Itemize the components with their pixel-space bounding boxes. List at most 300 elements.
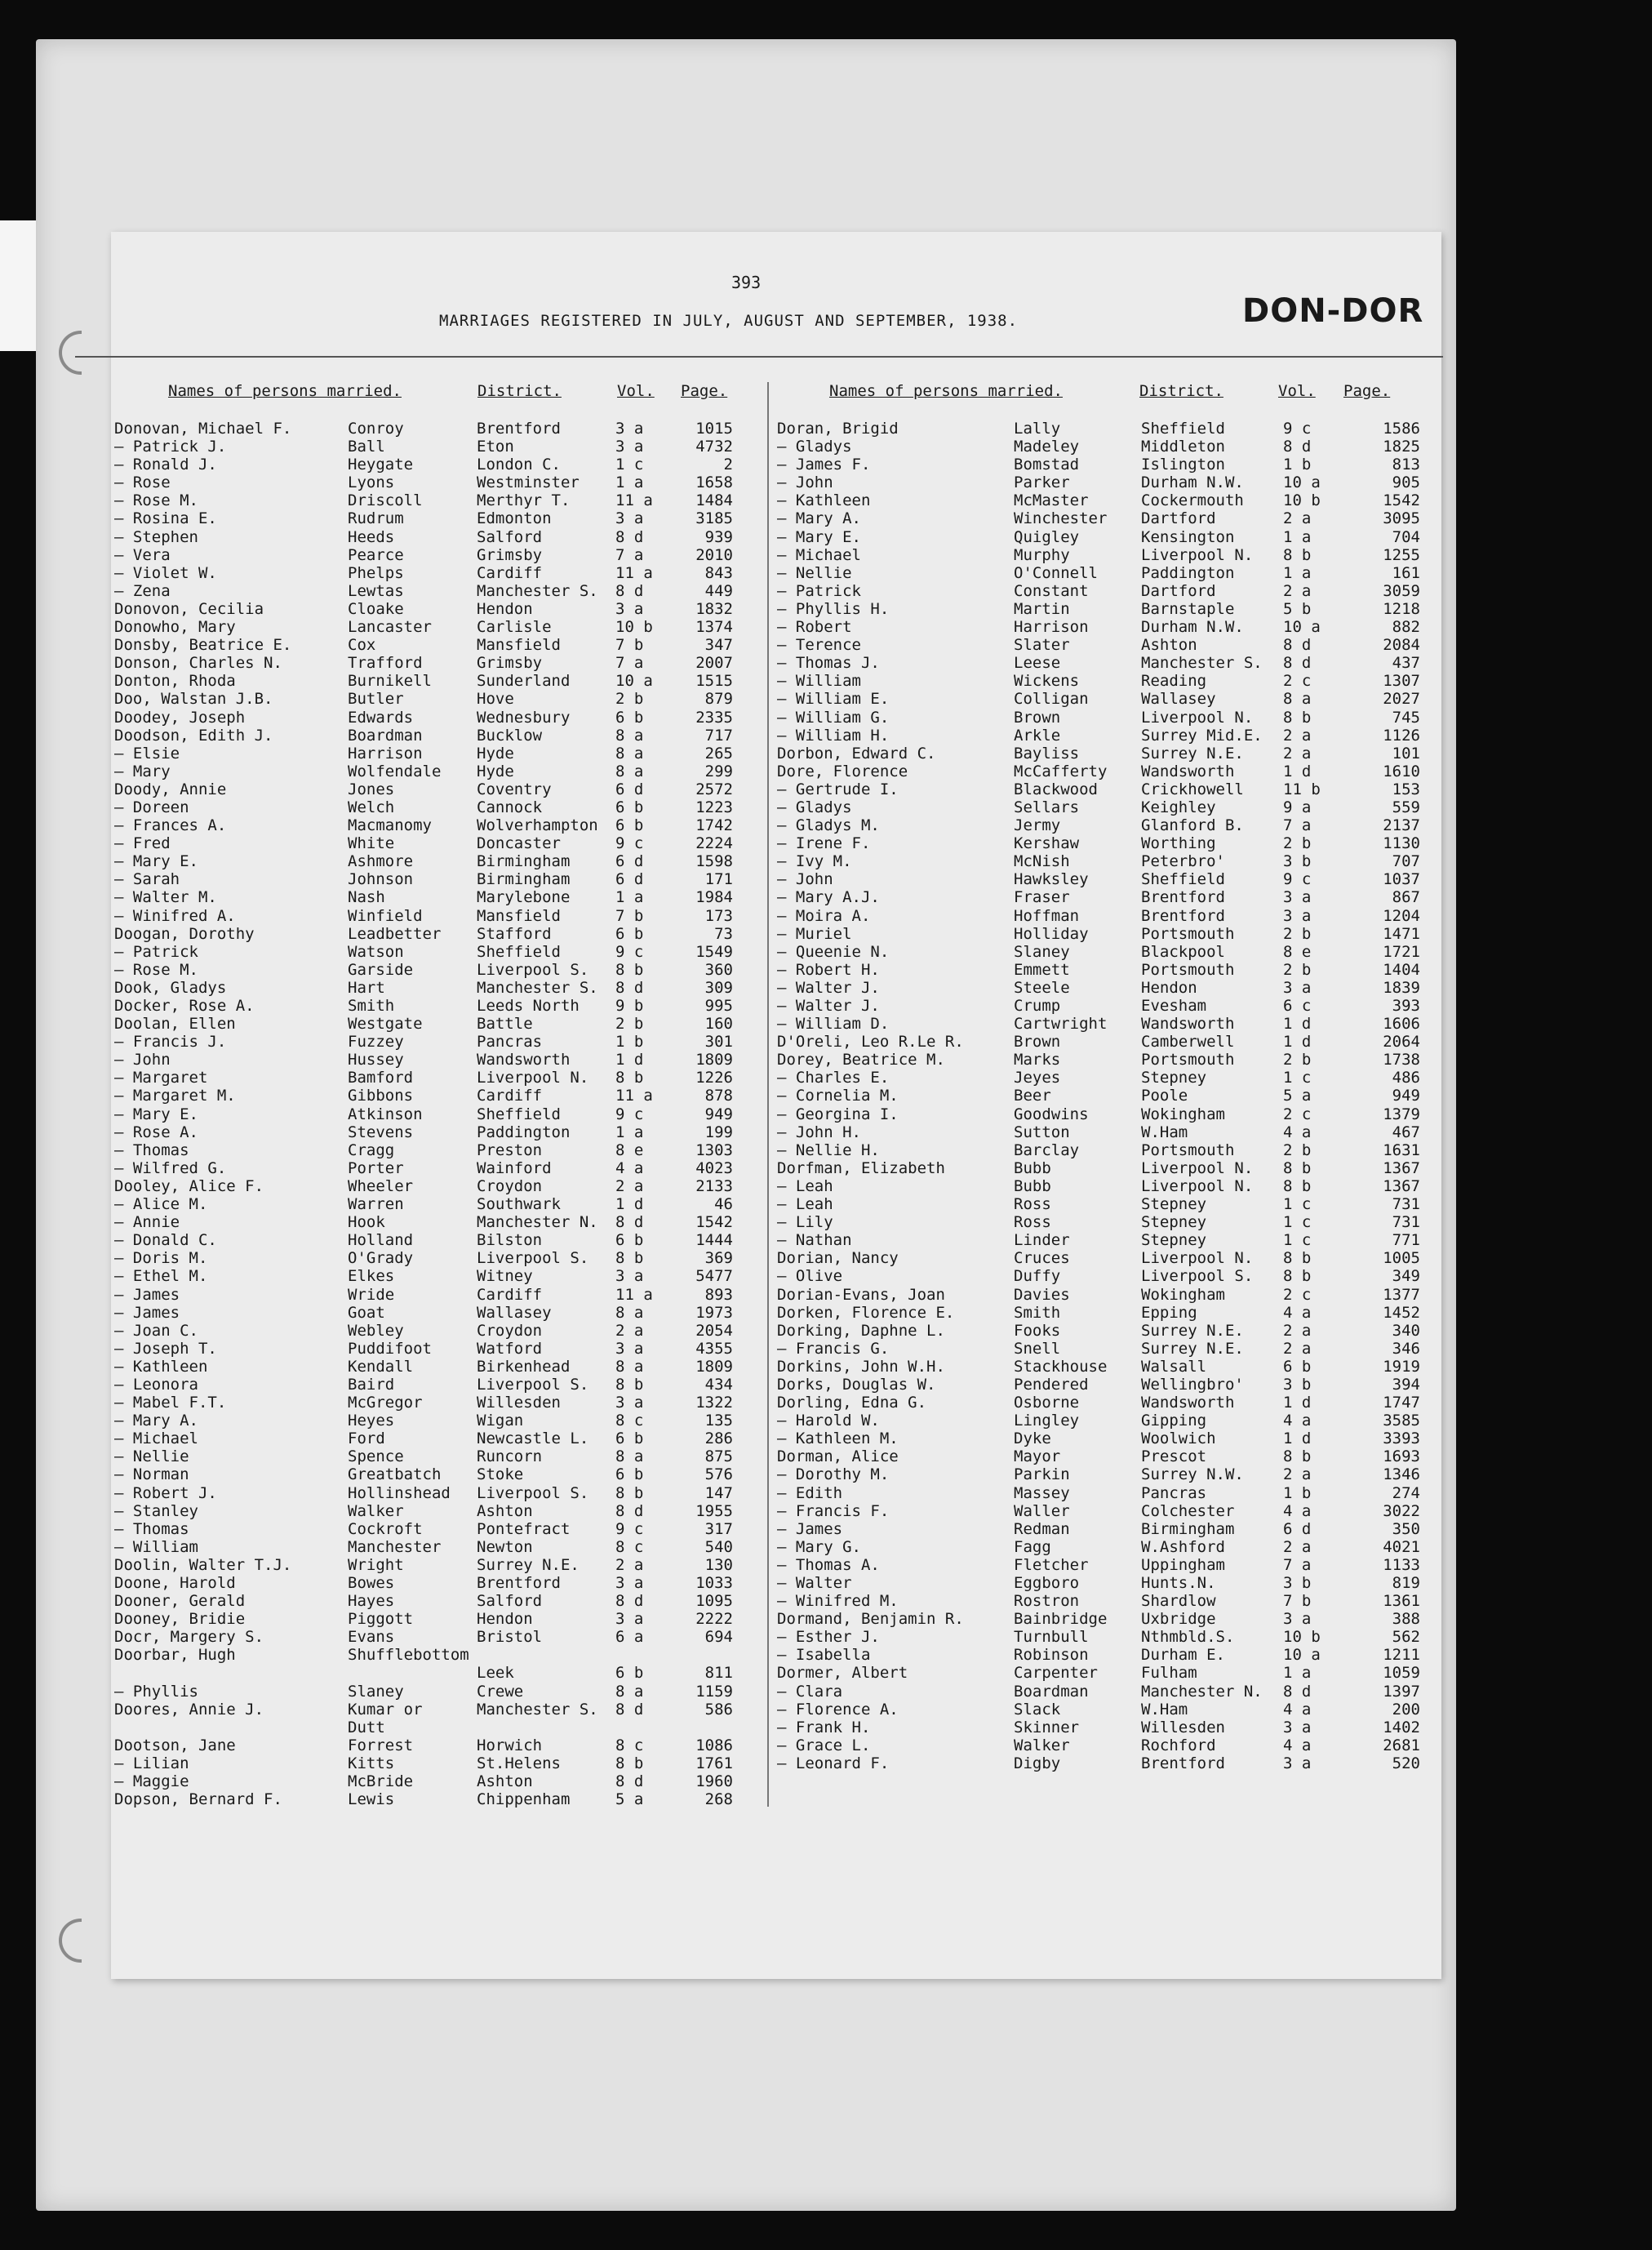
- entry-volume: 1 d: [1283, 762, 1312, 780]
- entry-spouse: Stevens: [348, 1123, 414, 1141]
- entry-district: Cockermouth: [1141, 491, 1244, 510]
- entry-district: Mansfield: [477, 636, 561, 655]
- entry-district: Birmingham: [477, 870, 571, 889]
- entry-volume: 9 c: [1283, 870, 1312, 889]
- entry-spouse: Winchester: [1014, 509, 1108, 528]
- entry-volume: 11 a: [615, 491, 653, 510]
- entry-volume: 3 b: [1283, 852, 1312, 871]
- entry-name: — Robert: [777, 618, 852, 637]
- entry-spouse: Leese: [1014, 654, 1061, 673]
- entry-district: Fulham: [1141, 1664, 1197, 1683]
- col-header-district: District.: [477, 382, 562, 400]
- entry-spouse: Walker: [1014, 1736, 1070, 1754]
- entry-page: 1809: [695, 1357, 733, 1376]
- entry-volume: 2 a: [615, 1176, 644, 1195]
- entry-volume: 1 b: [615, 1033, 644, 1052]
- entry-district: Poole: [1141, 1087, 1188, 1105]
- entry-volume: 3 a: [615, 509, 644, 528]
- entry-spouse: Porter: [348, 1158, 404, 1177]
- entry-name: Dorbon, Edward C.: [777, 744, 936, 763]
- entry-volume: 8 d: [615, 1501, 644, 1520]
- entry-page: 46: [714, 1195, 733, 1214]
- entry-district: Grimsby: [477, 545, 543, 564]
- entry-name: — Rose M.: [114, 491, 198, 510]
- entry-page: 360: [704, 960, 733, 979]
- binding-strip: [0, 220, 36, 351]
- col-header-page: Page.: [1343, 382, 1391, 400]
- entry-name: — Norman: [114, 1465, 189, 1484]
- entry-name: — Leonora: [114, 1375, 198, 1394]
- entry-district: Wallasey: [477, 1303, 552, 1322]
- entry-spouse: Wickens: [1014, 672, 1080, 691]
- entry-page: 346: [1392, 1339, 1420, 1358]
- entry-name: Doodey, Joseph: [114, 708, 246, 727]
- entry-name: — Ronald J.: [114, 456, 217, 474]
- entry-spouse: Ross: [1014, 1213, 1051, 1232]
- entry-district: Edmonton: [477, 509, 552, 528]
- entry-district: Portsmouth: [1141, 1051, 1235, 1069]
- entry-name: — Francis J.: [114, 1033, 227, 1052]
- entry-name: — Thomas J.: [777, 654, 880, 673]
- entry-page: 1059: [1383, 1664, 1420, 1683]
- entry-district: W.Ham: [1141, 1123, 1188, 1141]
- entry-spouse: Pendered: [1014, 1375, 1089, 1394]
- entry-name: — Stanley: [114, 1501, 198, 1520]
- entry-volume: 9 b: [615, 997, 644, 1015]
- entry-page: 1223: [695, 798, 733, 816]
- entry-page: 576: [704, 1465, 733, 1484]
- entry-name: — John H.: [777, 1123, 861, 1141]
- entry-volume: 4 a: [1283, 1303, 1312, 1322]
- entry-spouse: Madeley: [1014, 438, 1080, 456]
- entry-spouse: O'Connell: [1014, 563, 1098, 582]
- entry-volume: 5 a: [1283, 1087, 1312, 1105]
- entry-volume: 1 c: [1283, 1195, 1312, 1214]
- entry-page: 1631: [1383, 1141, 1420, 1159]
- entry-district: Chippenham: [477, 1790, 571, 1809]
- entry-spouse: Stackhouse: [1014, 1357, 1108, 1376]
- entry-name: — Isabella: [777, 1646, 871, 1665]
- scanned-page: [36, 39, 1456, 2211]
- entry-district: Liverpool S.: [477, 960, 589, 979]
- entry-volume: 4 a: [1283, 1123, 1312, 1141]
- entry-name: — Nellie: [777, 563, 852, 582]
- entry-name: — Walter: [777, 1574, 852, 1592]
- entry-spouse: McMaster: [1014, 491, 1089, 510]
- entry-name: — Walter J.: [777, 978, 880, 997]
- entry-page: 3022: [1383, 1501, 1420, 1520]
- entry-name: Dooner, Gerald: [114, 1592, 246, 1611]
- entry-spouse: Evans: [348, 1628, 395, 1647]
- entry-volume: 1 d: [1283, 1033, 1312, 1052]
- entry-district: Croydon: [477, 1176, 543, 1195]
- entry-page: 1133: [1383, 1555, 1420, 1574]
- entry-name: — Clara: [777, 1682, 843, 1701]
- entry-spouse: Wheeler: [348, 1176, 414, 1195]
- entry-name: — Frank H.: [777, 1718, 871, 1736]
- entry-volume: 1 d: [1283, 1394, 1312, 1412]
- entry-page: 369: [704, 1249, 733, 1268]
- entry-spouse: Blackwood: [1014, 780, 1098, 798]
- entry-spouse: Heyes: [348, 1412, 395, 1430]
- entry-name: D'Oreli, Leo R.Le R.: [777, 1033, 964, 1052]
- entry-volume: 8 d: [1283, 438, 1312, 456]
- entry-district: Wainford: [477, 1158, 552, 1177]
- entry-volume: 10 a: [1283, 474, 1321, 492]
- entry-volume: 8 d: [615, 1772, 644, 1791]
- entry-page: 882: [1392, 618, 1420, 637]
- entry-volume: 2 b: [1283, 960, 1312, 979]
- entry-district: Kensington: [1141, 527, 1235, 546]
- entry-name: — Kathleen M.: [777, 1430, 899, 1448]
- entry-volume: 2 a: [615, 1555, 644, 1574]
- entry-page: 1444: [695, 1231, 733, 1250]
- entry-district: Manchester S.: [477, 978, 598, 997]
- entry-spouse: Cockroft: [348, 1519, 423, 1538]
- entry-district: Doncaster: [477, 834, 561, 853]
- entry-spouse: Jeyes: [1014, 1069, 1061, 1087]
- entry-spouse: Brown: [1014, 708, 1061, 727]
- entry-spouse: Lewtas: [348, 581, 404, 600]
- entry-volume: 10 b: [1283, 491, 1321, 510]
- entry-page: 101: [1392, 744, 1420, 763]
- entry-district: Hendon: [477, 1610, 533, 1629]
- entry-page: 1549: [695, 942, 733, 961]
- entry-district: Bucklow: [477, 726, 543, 745]
- entry-district: Stepney: [1141, 1213, 1207, 1232]
- entry-name: — Mary G.: [777, 1537, 861, 1556]
- entry-name: — Leah: [777, 1195, 833, 1214]
- entry-spouse: Martin: [1014, 599, 1070, 618]
- entry-volume: 3 a: [615, 1574, 644, 1592]
- entry-district: Manchester S.: [1141, 654, 1263, 673]
- entry-name: — Maggie: [114, 1772, 189, 1791]
- entry-page: 586: [704, 1700, 733, 1719]
- entry-spouse: Osborne: [1014, 1394, 1080, 1412]
- entry-page: 2084: [1383, 636, 1420, 655]
- entry-name: — Nathan: [777, 1231, 852, 1250]
- entry-spouse: Nash: [348, 888, 385, 907]
- entry-district: Wigan: [477, 1412, 524, 1430]
- entry-name: — James: [777, 1519, 843, 1538]
- entry-district: Wokingham: [1141, 1285, 1225, 1304]
- entry-volume: 6 b: [615, 816, 644, 835]
- entry-spouse: Burnikell: [348, 672, 432, 691]
- entry-page: 394: [1392, 1375, 1420, 1394]
- entry-volume: 2 a: [1283, 1465, 1312, 1484]
- entry-name: — Florence A.: [777, 1700, 899, 1719]
- entry-volume: 8 a: [615, 726, 644, 745]
- entry-page: 1610: [1383, 762, 1420, 780]
- entry-volume: 5 a: [615, 1790, 644, 1809]
- entry-name: — Rosina E.: [114, 509, 217, 528]
- entry-name: Dorken, Florence E.: [777, 1303, 955, 1322]
- entry-page: 707: [1392, 852, 1420, 871]
- entry-name: — William G.: [777, 708, 890, 727]
- entry-volume: 8 a: [615, 744, 644, 763]
- entry-district: Manchester S.: [477, 1700, 598, 1719]
- entry-name: — Cornelia M.: [777, 1087, 899, 1105]
- entry-name: — Elsie: [114, 744, 180, 763]
- entry-volume: 2 a: [1283, 509, 1312, 528]
- entry-name: — Leah: [777, 1176, 833, 1195]
- entry-volume: 8 b: [1283, 545, 1312, 564]
- entry-spouse: Watson: [348, 942, 404, 961]
- entry-volume: 3 a: [1283, 1718, 1312, 1736]
- entry-district: Stepney: [1141, 1231, 1207, 1250]
- entry-volume: 8 b: [1283, 708, 1312, 727]
- entry-district: Brentford: [477, 420, 561, 438]
- entry-spouse: Hawksley: [1014, 870, 1089, 889]
- entry-district: Paddington: [1141, 563, 1235, 582]
- entry-district: Wandsworth: [1141, 762, 1235, 780]
- entry-spouse: Cragg: [348, 1141, 395, 1159]
- entry-volume: 3 a: [615, 1267, 644, 1286]
- entry-page: 265: [704, 744, 733, 763]
- entry-name: — Harold W.: [777, 1412, 880, 1430]
- entry-name: — Georgina I.: [777, 1105, 899, 1123]
- entry-volume: 6 b: [615, 1664, 644, 1683]
- entry-district: Newcastle L.: [477, 1430, 589, 1448]
- entry-district: Hunts.N.: [1141, 1574, 1216, 1592]
- entry-spouse: Leadbetter: [348, 924, 442, 943]
- entry-spouse: Digby: [1014, 1754, 1061, 1772]
- entry-volume: 8 c: [615, 1537, 644, 1556]
- entry-volume: 8 a: [615, 1682, 644, 1701]
- entry-name: — Nellie: [114, 1447, 189, 1466]
- entry-spouse: Davies: [1014, 1285, 1070, 1304]
- entry-volume: 8 d: [1283, 654, 1312, 673]
- entry-name: — Margaret M.: [114, 1087, 236, 1105]
- entry-name: — Thomas: [114, 1519, 189, 1538]
- entry-district: W.Ashford: [1141, 1537, 1225, 1556]
- entry-name: — Joan C.: [114, 1321, 198, 1340]
- entry-page: 135: [704, 1412, 733, 1430]
- entry-spouse: McGregor: [348, 1394, 423, 1412]
- entry-volume: 4 a: [615, 1158, 644, 1177]
- entry-volume: 11 a: [615, 563, 653, 582]
- entry-volume: 9 c: [615, 834, 644, 853]
- entry-spouse: Manchester: [348, 1537, 442, 1556]
- entry-page: 540: [704, 1537, 733, 1556]
- entry-spouse: Wolfendale: [348, 762, 442, 780]
- entry-name: Dorkins, John W.H.: [777, 1357, 945, 1376]
- entry-name: Doo, Walstan J.B.: [114, 690, 273, 709]
- entry-district: Witney: [477, 1267, 533, 1286]
- entry-name: Donowho, Mary: [114, 618, 236, 637]
- entry-spouse: Steele: [1014, 978, 1070, 997]
- entry-district: Sheffield: [477, 942, 561, 961]
- entry-spouse: Fagg: [1014, 1537, 1051, 1556]
- entry-volume: 3 b: [1283, 1574, 1312, 1592]
- entry-spouse: Wright: [348, 1555, 404, 1574]
- entry-page: 1747: [1383, 1394, 1420, 1412]
- entry-page: 3185: [695, 509, 733, 528]
- entry-name: Dook, Gladys: [114, 978, 227, 997]
- entry-page: 1542: [695, 1213, 733, 1232]
- entry-volume: 11 a: [615, 1087, 653, 1105]
- entry-spouse: Cruces: [1014, 1249, 1070, 1268]
- entry-spouse: Fooks: [1014, 1321, 1061, 1340]
- entry-name: — Michael: [777, 545, 861, 564]
- entry-spouse: Emmett: [1014, 960, 1070, 979]
- entry-spouse: Hollinshead: [348, 1483, 451, 1502]
- entry-name: — William D.: [777, 1015, 890, 1034]
- entry-page: 875: [704, 1447, 733, 1466]
- entry-spouse: Greatbatch: [348, 1465, 442, 1484]
- entry-spouse: Slaney: [1014, 942, 1070, 961]
- entry-page: 268: [704, 1790, 733, 1809]
- entry-volume: 8 b: [615, 960, 644, 979]
- entry-name: — Winifred M.: [777, 1592, 899, 1611]
- entry-spouse: Cloake: [348, 599, 404, 618]
- entry-volume: 11 a: [615, 1285, 653, 1304]
- entry-page: 1346: [1383, 1465, 1420, 1484]
- entry-spouse: Piggott: [348, 1610, 414, 1629]
- entry-district: Sunderland: [477, 672, 571, 691]
- entry-spouse: Turnbull: [1014, 1628, 1089, 1647]
- entry-volume: 1 d: [1283, 1430, 1312, 1448]
- entry-district: Dartford: [1141, 509, 1216, 528]
- entry-volume: 8 a: [615, 1447, 644, 1466]
- entry-spouse: Hook: [348, 1213, 385, 1232]
- entry-name: — Mary A.J.: [777, 888, 880, 907]
- entry-name: — Mary E.: [114, 1105, 198, 1123]
- entry-page: 1542: [1383, 491, 1420, 510]
- entry-district: Brentford: [1141, 888, 1225, 907]
- entry-name: — Francis G.: [777, 1339, 890, 1358]
- entry-spouse: Rudrum: [348, 509, 404, 528]
- col-header-names: Names of persons married.: [829, 382, 1063, 400]
- entry-district: Ashton: [1141, 636, 1197, 655]
- entry-name: — Vera: [114, 545, 171, 564]
- entry-page: 286: [704, 1430, 733, 1448]
- entry-spouse: Jermy: [1014, 816, 1061, 835]
- entry-volume: 8 e: [1283, 942, 1312, 961]
- entry-name: — William: [777, 672, 861, 691]
- entry-volume: 1 a: [1283, 527, 1312, 546]
- entry-district: London C.: [477, 456, 561, 474]
- entry-page: 1484: [695, 491, 733, 510]
- entry-volume: 3 a: [1283, 1610, 1312, 1629]
- entry-spouse: Fletcher: [1014, 1555, 1089, 1574]
- entry-district: Paddington: [477, 1123, 571, 1141]
- entry-district: Stepney: [1141, 1069, 1207, 1087]
- entry-spouse: Ashmore: [348, 852, 414, 871]
- entry-name: Dorling, Edna G.: [777, 1394, 927, 1412]
- entry-page: 1606: [1383, 1015, 1420, 1034]
- entry-spouse: Edwards: [348, 708, 414, 727]
- entry-district: Stoke: [477, 1465, 524, 1484]
- entry-page: 1832: [695, 599, 733, 618]
- entry-name: — Ethel M.: [114, 1267, 208, 1286]
- entry-page: 199: [704, 1123, 733, 1141]
- entry-volume: 8 d: [615, 1592, 644, 1611]
- entry-name: — Gertrude I.: [777, 780, 899, 798]
- entry-spouse: White: [348, 834, 395, 853]
- entry-name: Donton, Rhoda: [114, 672, 236, 691]
- entry-district: Bristol: [477, 1628, 543, 1647]
- entry-name: — Edith: [777, 1483, 843, 1502]
- entry-volume: 8 b: [1283, 1158, 1312, 1177]
- entry-volume: 6 b: [1283, 1357, 1312, 1376]
- entry-name: — Gladys: [777, 438, 852, 456]
- entry-page: 349: [1392, 1267, 1420, 1286]
- entry-page: 449: [704, 581, 733, 600]
- entry-name: Dorks, Douglas W.: [777, 1375, 936, 1394]
- entry-district: Portsmouth: [1141, 924, 1235, 943]
- entry-spouse: Butler: [348, 690, 404, 709]
- entry-page: 771: [1392, 1231, 1420, 1250]
- entry-name: — Stephen: [114, 527, 198, 546]
- entry-volume: 2 b: [1283, 834, 1312, 853]
- entry-page: 1515: [695, 672, 733, 691]
- entry-district: Gipping: [1141, 1412, 1207, 1430]
- header-rule: [75, 356, 1443, 358]
- entry-district: Birmingham: [1141, 1519, 1235, 1538]
- entry-page: 4732: [695, 438, 733, 456]
- entry-page: 467: [1392, 1123, 1420, 1141]
- entry-volume: 10 b: [1283, 1628, 1321, 1647]
- entry-volume: 2 a: [1283, 1339, 1312, 1358]
- entry-name: — Mabel F.T.: [114, 1394, 227, 1412]
- entry-page: 4355: [695, 1339, 733, 1358]
- entry-spouse: Jones: [348, 780, 395, 798]
- entry-district: Portsmouth: [1141, 960, 1235, 979]
- entry-name: — Annie: [114, 1213, 180, 1232]
- entry-page: 878: [704, 1087, 733, 1105]
- entry-spouse: Lewis: [348, 1790, 395, 1809]
- entry-volume: 8 b: [615, 1249, 644, 1268]
- entry-spouse: Barclay: [1014, 1141, 1080, 1159]
- entry-spouse: Westgate: [348, 1015, 423, 1034]
- entry-volume: 7 a: [1283, 1555, 1312, 1574]
- entry-name: — Lily: [777, 1213, 833, 1232]
- entry-spouse: Shufflebottom: [348, 1646, 469, 1665]
- entry-page: 1095: [695, 1592, 733, 1611]
- entry-district: Westminster: [477, 474, 580, 492]
- entry-district: Coventry: [477, 780, 552, 798]
- entry-district: Stepney: [1141, 1195, 1207, 1214]
- entry-name: — Walter J.: [777, 997, 880, 1015]
- entry-name: Donovan, Michael F.: [114, 420, 292, 438]
- entry-volume: 4 a: [1283, 1700, 1312, 1719]
- entry-page: 1033: [695, 1574, 733, 1592]
- entry-volume: 8 d: [615, 1700, 644, 1719]
- entry-district: Carlisle: [477, 618, 552, 637]
- entry-page: 2335: [695, 708, 733, 727]
- entry-name: — Grace L.: [777, 1736, 871, 1754]
- entry-volume: 3 a: [1283, 906, 1312, 925]
- entry-volume: 6 b: [615, 1430, 644, 1448]
- entry-volume: 9 c: [615, 942, 644, 961]
- entry-page: 2133: [695, 1176, 733, 1195]
- entry-page: 486: [1392, 1069, 1420, 1087]
- col-header-district: District.: [1139, 382, 1223, 400]
- entry-spouse: Redman: [1014, 1519, 1070, 1538]
- entry-page: 171: [704, 870, 733, 889]
- entry-spouse: Bayliss: [1014, 744, 1080, 763]
- entry-district: Shardlow: [1141, 1592, 1216, 1611]
- entry-page: 559: [1392, 798, 1420, 816]
- entry-district: Cannock: [477, 798, 543, 816]
- entry-district: Preston: [477, 1141, 543, 1159]
- entry-volume: 2 c: [1283, 1285, 1312, 1304]
- entry-name: — John: [777, 870, 833, 889]
- entry-page: 2010: [695, 545, 733, 564]
- entry-page: 995: [704, 997, 733, 1015]
- entry-spouse: Lally: [1014, 420, 1061, 438]
